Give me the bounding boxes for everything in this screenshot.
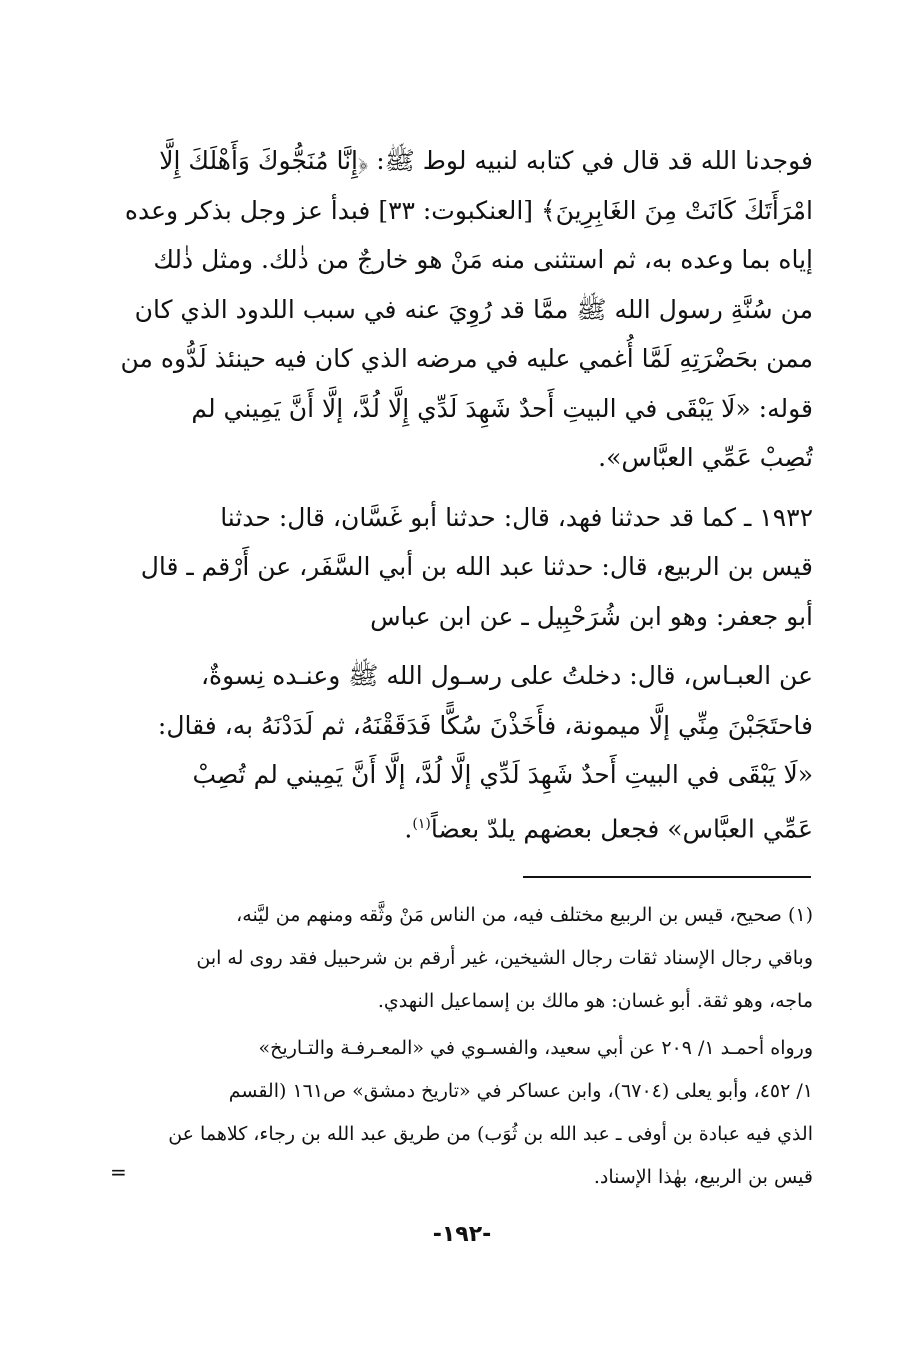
footnote-line: ١/ ٤٥٢، وأبو يعلى (٦٧٠٤)، وابن عساكر في «تاريخ دمشق» ص١٦١ (القسم <box>228 1080 813 1102</box>
footnote-line: وباقي رجال الإسناد ثقات رجال الشيخين، غير أرقم بن شرحبيل فقد روى له ابن <box>196 947 813 969</box>
sentence-end: . <box>404 813 413 843</box>
text-line: إياه بما وعده به، ثم استثنى منه مَنْ هو خارجٌ من ذٰلك. ومثل ذٰلك <box>153 245 813 274</box>
footnote-line: ماجه، وهو ثقة. أبو غسان: هو مالك بن إسماعيل النهدي. <box>377 990 813 1012</box>
text-line: ١٩٣٢ ـ كما قد حدثنا فهد، قال: حدثنا أبو غَسَّان، قال: حدثنا <box>220 502 813 532</box>
paragraph-3 <box>95 651 813 853</box>
page-number: -١٩٢- <box>432 1222 492 1247</box>
footnote-reference[interactable]: (١) <box>412 815 431 832</box>
text-line: قيس بن الربيع، قال: حدثنا عبد الله بن أبي السَّفَر، عن أَرْقم ـ قال <box>140 552 813 581</box>
text-line-with-footnote-ref <box>95 800 813 854</box>
footnote-divider <box>523 876 811 878</box>
footnote-line: (١) صحيح، قيس بن الربيع مختلف فيه، من الناس مَنْ وثَّقه ومنهم من ليَّنه، <box>236 904 813 926</box>
text-line: من سُنَّةِ رسول الله ﷺ ممَّا قد رُوِيَ عنه في سبب اللدود الذي كان <box>134 294 813 324</box>
footnote-line: ورواه أحمـد ١/ ٢٠٩ عن أبي سعيد، والفسـوي في «المعـرفـة والتـاريخ» <box>258 1037 813 1059</box>
text-line: فوجدنا الله قد قال في كتابه لنبيه لوط ﷺ: ﴿إِنَّا مُنَجُّوكَ وَأَهْلَكَ إِلَّا <box>159 146 813 175</box>
text-line: ممن بحَضْرَتِهِ لَمَّا أُغمي عليه في مرضه الذي كان فيه حينئذ لَدُّوه من <box>120 344 813 373</box>
paragraph-2-hadith-1932 <box>95 493 813 642</box>
footnote-line: قيس بن الربيع، بهٰذا الإسناد. <box>593 1166 813 1188</box>
text-line: امْرَأَتَكَ كَانَتْ مِنَ الغَابِرِينَ﴾ [العنكبوت: ٣٣] فبدأ عز وجل بذكر وعده <box>124 195 813 225</box>
text-line: عَمِّي العبَّاس» فجعل بعضهم يلدّ بعضاً <box>430 813 813 843</box>
paragraph-1 <box>95 136 813 483</box>
main-text <box>95 136 813 853</box>
text-line: «لَا يَبْقَى في البيتِ أَحدٌ شَهِدَ لَدِّي إلَّا لُدَّ، إلَّا أَنَّ يَمِيني لم تُصِبْ <box>192 760 813 789</box>
footnote-line: الذي فيه عبادة بن أوفى ـ عبد الله بن ثُوَب) من طريق عبد الله بن رجاء، كلاهما عن <box>168 1123 813 1145</box>
footnotes <box>95 894 813 1199</box>
text-line: أبو جعفر: وهو ابن شُرَحْبِيل ـ عن ابن عباس <box>370 601 813 631</box>
continuation-mark: = <box>110 1160 127 1184</box>
text-line: تُصِبْ عَمِّي العبَّاس». <box>598 443 813 472</box>
text-line: قوله: «لَا يَبْقَى في البيتِ أَحدٌ شَهِدَ لَدِّي إِلَّا لُدَّ، إلَّا أَنَّ يَمِيني لم <box>191 393 813 423</box>
text-line: فاحتَجَبْنَ مِنِّي إلَّا ميمونة، فأَخَذْنَ سُكًّا فَدَقَقْنَهُ، ثم لَدَدْنَهُ به، فقال: <box>157 710 813 740</box>
footnote-1 <box>95 894 813 1023</box>
text-line: عن العبـاس، قال: دخلتُ على رسـول الله ﷺ وعنـده نِسوةٌ، <box>200 661 813 690</box>
footnote-1-continued <box>95 1027 813 1199</box>
